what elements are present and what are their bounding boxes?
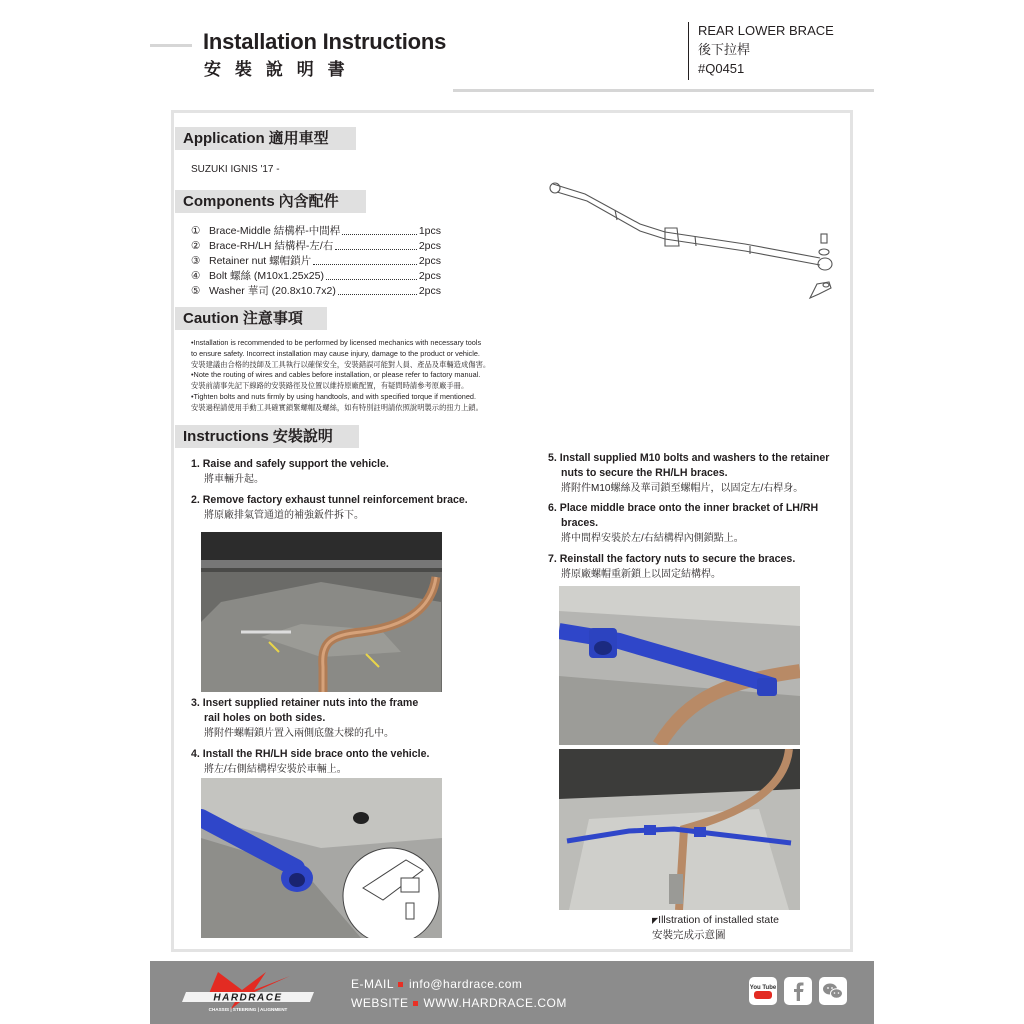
instructions-heading: Instructions 安裝說明 (175, 425, 359, 448)
step-5: 5. Install supplied M10 bolts and washers to the retainer nuts to secure the RH/LH braces. 將附件M10螺絲及華司鎖至螺帽片，以固定左/右桿身。 (548, 452, 830, 494)
part-number: #Q0451 (698, 61, 745, 76)
header-rule-right (453, 89, 874, 92)
facebook-icon[interactable] (784, 977, 812, 1005)
step-2: 2. Remove factory exhaust tunnel reinforcement brace. 將原廠排氣管通道的補強鈑件拆下。 (191, 494, 468, 521)
photo-middle-brace (559, 586, 800, 745)
caption-cn: 安裝完成示意圖 (652, 929, 726, 941)
hardrace-logo (180, 970, 320, 1014)
website-row: WEBSITE WWW.HARDRACE.COM (351, 996, 567, 1010)
step-4: 4. Install the RH/LH side brace onto the vehicle. 將左/右側結構桿安裝於車輛上。 (191, 748, 430, 775)
logo-tagline: CHASSIS | STEERING | ALIGNMENT (208, 1007, 288, 1012)
caption-arrow-icon: ◤ (652, 916, 659, 925)
component-item: ② Brace-RH/LH 結構桿-左/右 2pcs (191, 240, 441, 252)
photo-factory-brace (201, 532, 442, 692)
components-heading: Components 內含配件 (175, 190, 366, 213)
caption-en: ◤Illstration of installed state (652, 914, 779, 926)
caution-line: 安裝建議由合格的技師及工具執行以確保安全，安裝錯誤可能對人員、產品及車輛造成傷害。 (191, 359, 491, 369)
email-link[interactable]: info@hardrace.com (409, 977, 523, 991)
component-item: ④ Bolt 螺絲 (M10x1.25x25) 2pcs (191, 270, 441, 282)
installed-caption (652, 913, 779, 943)
youtube-icon[interactable] (749, 977, 777, 1005)
application-vehicle: SUZUKI IGNIS '17 - (191, 164, 280, 175)
caution-heading: Caution 注意事項 (175, 307, 327, 330)
product-name-cn: 後下拉桿 (698, 42, 751, 57)
wechat-icon[interactable] (819, 977, 847, 1005)
svg-text:You Tube: You Tube (749, 985, 777, 991)
component-item: ① Brace-Middle 結構桿-中間桿 1pcs (191, 225, 441, 237)
bullet-icon (413, 1001, 418, 1006)
component-item: ③ Retainer nut 螺帽鎖片 2pcs (191, 255, 441, 267)
caution-line: 安裝過程請使用手動工具確實鎖緊螺帽及螺絲，如有特別註明請依照說明製示的扭力上鎖。 (191, 402, 483, 412)
contact-info (351, 975, 567, 1013)
photo-side-brace (201, 778, 442, 938)
website-link[interactable]: WWW.HARDRACE.COM (423, 996, 567, 1010)
step-6: 6. Place middle brace onto the inner bracket of LH/RH braces. 將中間桿安裝於左/右結構桿內側鎖點上。 (548, 502, 819, 544)
caution-line: •Note the routing of wires and cables before installation, or please refer to factory manual. (191, 370, 481, 380)
brace-diagram (545, 176, 840, 312)
application-heading: Application 適用車型 (175, 127, 356, 150)
caution-line: 安裝前請事先記下線路的安裝路徑及位置以維持原廠配置，有疑問時請參考原廠手冊。 (191, 381, 469, 391)
photo-installed-state (559, 749, 800, 910)
caution-text (191, 338, 561, 414)
step-7: 7. Reinstall the factory nuts to secure the braces. 將原廠螺帽重新鎖上以固定結構桿。 (548, 553, 796, 580)
logo-wordmark: HARDRACE (213, 992, 283, 1004)
caution-line: •Installation is recommended to be performed by licensed mechanics with necessary tools (191, 338, 482, 347)
caution-line: to ensure safety. Incorrect installation may cause injury, damage to the product or vehicle. (191, 348, 480, 358)
product-info (698, 21, 834, 78)
header-divider (688, 22, 689, 80)
component-item: ⑤ Washer 華司 (20.8x10.7x2) 2pcs (191, 285, 441, 297)
bullet-icon (398, 982, 403, 987)
page-subtitle: 安 裝 說 明 書 (204, 60, 349, 80)
email-row: E-MAIL info@hardrace.com (351, 977, 523, 991)
components-list (191, 224, 441, 299)
product-name-en: REAR LOWER BRACE (698, 23, 834, 38)
caution-line: •Tighten bolts and nuts firmly by using handtools, and with specified torque if mentioned. (191, 391, 476, 401)
step-1: 1. Raise and safely support the vehicle. 將車輛升起。 (191, 458, 389, 485)
page-title: Installation Instructions (203, 29, 447, 54)
header-rule-left (150, 44, 192, 47)
step-3: 3. Insert supplied retainer nuts into the frame rail holes on both sides. 將附件螺帽鎖片置入兩側底盤大樑的孔中。 (191, 697, 419, 739)
